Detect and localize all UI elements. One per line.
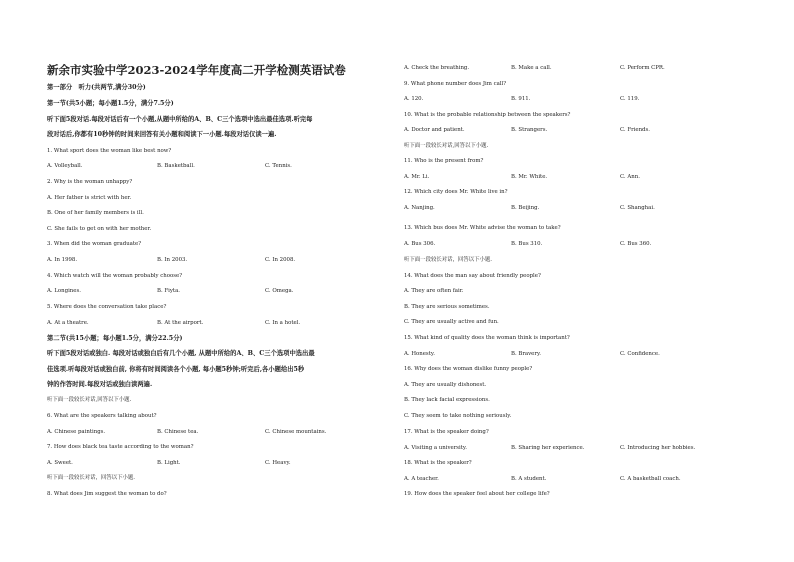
q18-option-b: B. A student.	[511, 476, 547, 482]
question-4: 4. Which watch will the woman probably choose?	[47, 273, 183, 279]
q15-option-a: A. Honesty.	[404, 351, 435, 357]
listen-instruction-11: 听下面一段较长对话,回答以下小题.	[404, 143, 489, 149]
q16-option-a: A. They are usually dishonest.	[404, 382, 487, 388]
q16-option-b: B. They lack facial expressions.	[404, 397, 490, 403]
q16-option-c: C. They seem to take nothing seriously.	[404, 413, 512, 419]
question-19: 19. How does the speaker feel about her college life?	[404, 491, 550, 497]
q4-option-a: A. Longines.	[47, 288, 81, 294]
q11-option-c: C. Ann.	[620, 174, 640, 180]
q11-option-b: B. Mr. White.	[511, 174, 548, 180]
question-5: 5. Where does the conversation take place?	[47, 304, 167, 310]
q14-option-b: B. They are serious sometimes.	[404, 304, 490, 310]
listen-instruction-6: 听下面一段较长对话,回答以下小题.	[47, 397, 132, 403]
question-11: 11. Who is the present from?	[404, 158, 484, 164]
q8-option-a: A. Check the breathing.	[404, 65, 470, 71]
question-2: 2. Why is the woman unhappy?	[47, 179, 133, 185]
q6-option-c: C. Chinese mountains.	[265, 429, 327, 435]
q17-option-b: B. Sharing her experience.	[511, 445, 585, 451]
question-16: 16. Why does the woman dislike funny people?	[404, 366, 533, 372]
q17-option-c: C. Introducing her hobbies.	[620, 445, 696, 451]
question-18: 18. What is the speaker?	[404, 460, 472, 466]
q15-option-b: B. Bravery.	[511, 351, 541, 357]
section2-instructions-end: 钟的作答时间.每段对话或独白读两遍.	[47, 381, 153, 388]
question-12: 12. Which city does Mr. White live in?	[404, 189, 508, 195]
section2-instructions: 听下面5段对话或独白. 每段对话或独白后有几个小题, 从题中所给的A、B、C三个选项中选出最	[47, 350, 315, 357]
q8-option-b: B. Make a call.	[511, 65, 552, 71]
q10-option-c: C. Friends.	[620, 127, 650, 133]
section1-heading: 第一节(共5小题；每小题1.5分，满分7.5分)	[47, 100, 174, 107]
q2-option-a: A. Her father is strict with her.	[47, 195, 132, 201]
q4-option-b: B. Fiyta.	[157, 288, 180, 294]
q14-option-c: C. They are usually active and fun.	[404, 319, 499, 325]
q8-option-c: C. Perform CPR.	[620, 65, 665, 71]
q11-option-a: A. Mr. Li.	[404, 174, 430, 180]
q13-option-c: C. Bus 360.	[620, 241, 652, 247]
section1-instructions: 听下面5段对话.每段对话后有一个小题,从题中所给的A、B、C三个选项中选出最佳选项.听完每	[47, 116, 313, 123]
q18-option-a: A. A teacher.	[404, 476, 439, 482]
question-15: 15. What kind of quality does the woman think is important?	[404, 335, 570, 341]
part1-heading: 第一部分 听力(共两节,满分30分)	[47, 84, 146, 91]
question-8: 8. What does Jim suggest the woman to do?	[47, 491, 167, 497]
q10-option-a: A. Doctor and patient.	[404, 127, 465, 133]
q13-option-b: B. Bus 310.	[511, 241, 543, 247]
question-7: 7. How does black tea taste according to the woman?	[47, 444, 194, 450]
q18-option-c: C. A basketball coach.	[620, 476, 681, 482]
question-1: 1. What sport does the woman like best now?	[47, 148, 172, 154]
section1-instructions-cont: 段对话后,你都有10秒钟的时间来回答有关小题和阅读下一小题.每段对话仅读一遍.	[47, 131, 277, 138]
q5-option-b: B. At the airport.	[157, 320, 204, 326]
q12-option-a: A. Nanjing.	[404, 205, 435, 211]
question-9: 9. What phone number does Jim call?	[404, 81, 507, 87]
q6-option-a: A. Chinese paintings.	[47, 429, 106, 435]
q5-option-c: C. In a hotel.	[265, 320, 301, 326]
q1-option-a: A. Volleyball.	[47, 163, 83, 169]
listen-instruction-14: 听下面一段较长对话，回答以下小题.	[404, 257, 492, 263]
q13-option-a: A. Bus 306.	[404, 241, 436, 247]
q7-option-c: C. Heavy.	[265, 460, 291, 466]
q9-option-a: A. 120.	[404, 96, 424, 102]
q2-option-c: C. She fails to get on with her mother.	[47, 226, 152, 232]
q12-option-b: B. Beijing.	[511, 205, 540, 211]
q3-option-b: B. In 2003.	[157, 257, 188, 263]
q7-option-a: A. Sweet.	[47, 460, 73, 466]
q1-option-b: B. Basketball.	[157, 163, 195, 169]
q10-option-b: B. Strangers.	[511, 127, 548, 133]
q14-option-a: A. They are often fair.	[404, 288, 464, 294]
q17-option-a: A. Visiting a university.	[404, 445, 467, 451]
section2-instructions-cont: 佳选项.听每段对话或独白前, 你将有时间阅读各个小题, 每小题5秒钟;听完后,各小题给出5秒	[47, 366, 305, 373]
q15-option-c: C. Confidence.	[620, 351, 660, 357]
page-title: 新余市实验中学2023-2024学年度高二开学检测英语试卷	[47, 63, 346, 77]
q12-option-c: C. Shanghai.	[620, 205, 655, 211]
q3-option-c: C. In 2008.	[265, 257, 296, 263]
section2-heading: 第二节(共15小题；每小题1.5分，满分22.5分)	[47, 335, 183, 342]
question-6: 6. What are the speakers talking about?	[47, 413, 157, 419]
question-13: 13. Which bus does Mr. White advise the woman to take?	[404, 225, 561, 231]
question-10: 10. What is the probable relationship between the speakers?	[404, 112, 571, 118]
q9-option-b: B. 911.	[511, 96, 531, 102]
question-17: 17. What is the speaker doing?	[404, 429, 489, 435]
q7-option-b: B. Light.	[157, 460, 181, 466]
q1-option-c: C. Tennis.	[265, 163, 292, 169]
question-3: 3. When did the woman graduate?	[47, 241, 142, 247]
q4-option-c: C. Omega.	[265, 288, 294, 294]
listen-instruction-8: 听下面一段较长对话，回答以下小题.	[47, 475, 135, 481]
q9-option-c: C. 119.	[620, 96, 640, 102]
q5-option-a: A. At a theatre.	[47, 320, 89, 326]
question-14: 14. What does the man say about friendly people?	[404, 273, 541, 279]
q2-option-b: B. One of her family members is ill.	[47, 210, 144, 216]
q6-option-b: B. Chinese tea.	[157, 429, 199, 435]
q3-option-a: A. In 1998.	[47, 257, 78, 263]
